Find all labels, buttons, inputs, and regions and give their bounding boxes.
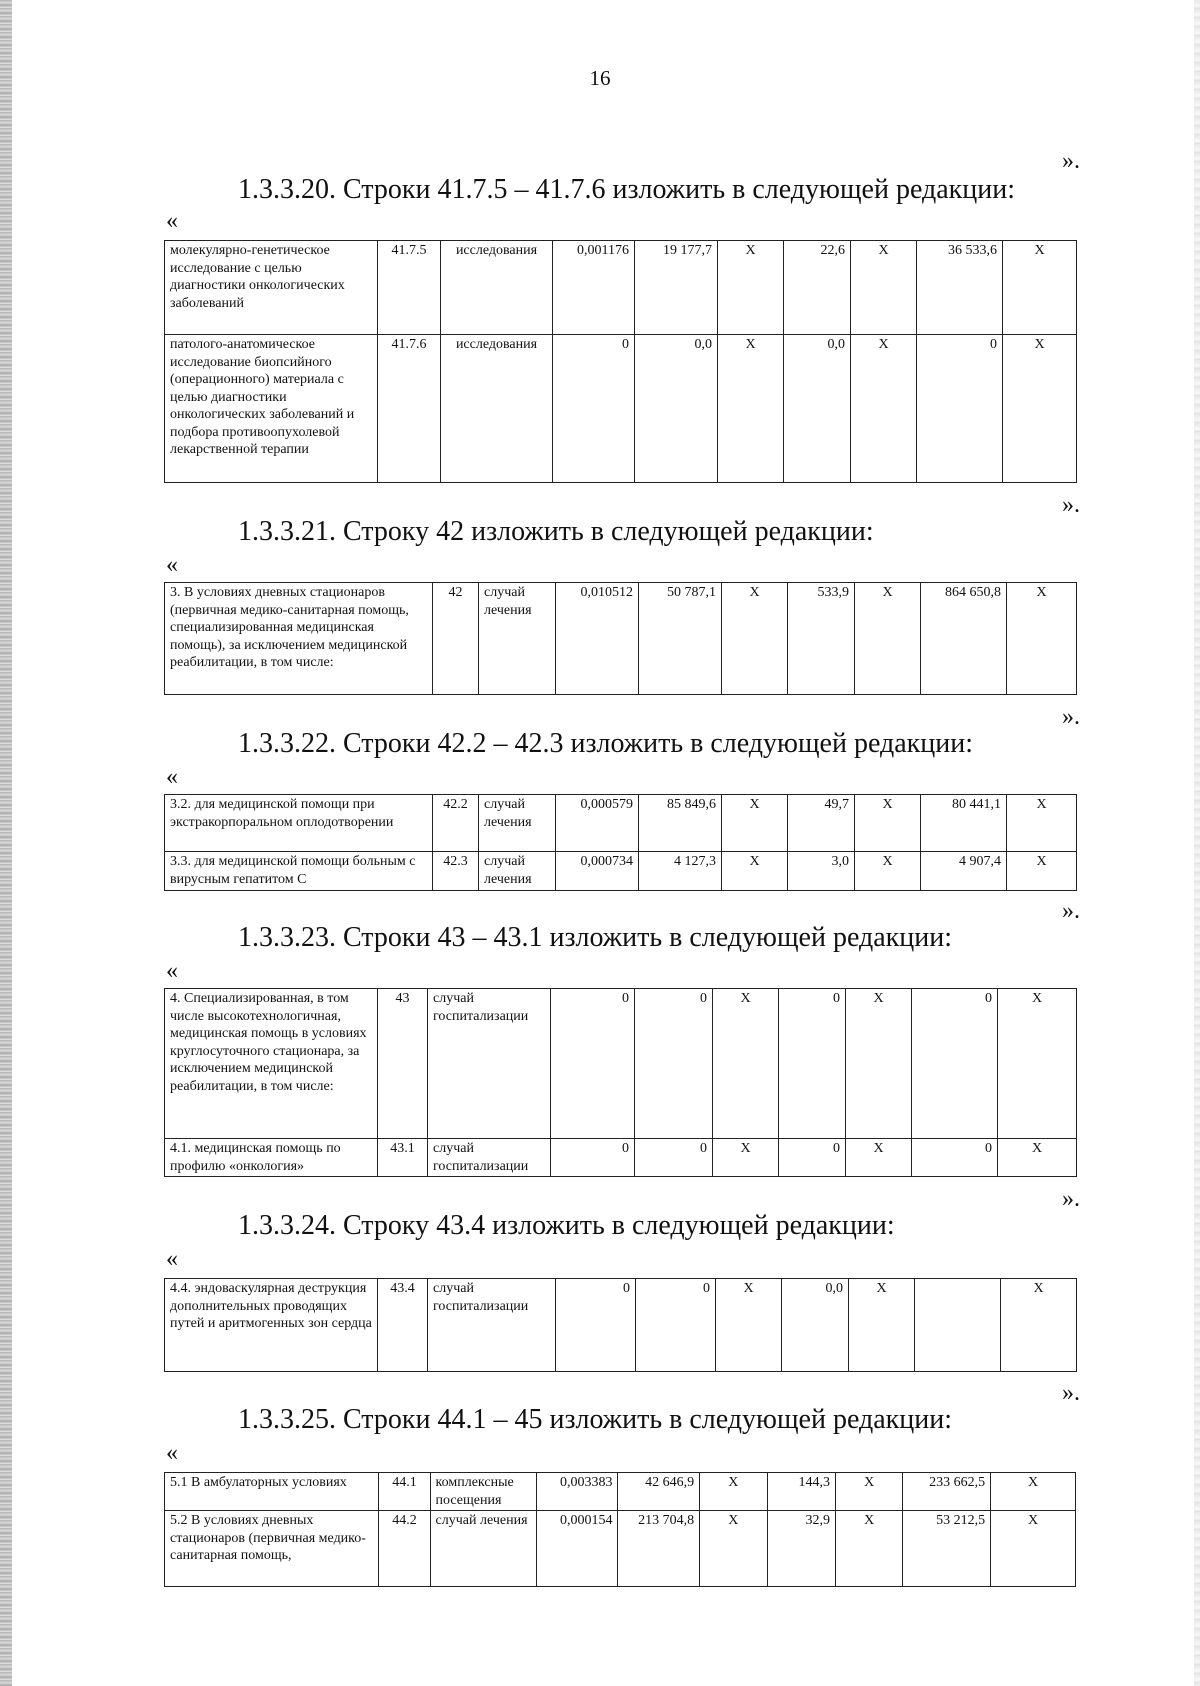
cell-unit: случай лечения [479,583,556,695]
closing-quote: ». [1062,1186,1080,1212]
cell-code: 43.1 [378,1139,428,1177]
cell-c1: 0 [551,1139,635,1177]
cell-code: 43 [378,989,428,1139]
cell-c1: 0 [551,989,635,1139]
cell-c6 [915,1279,1001,1372]
scan-edge-right [1194,0,1200,1686]
cell-name: 3.2. для медицинской помощи при экстракорпоральном оплодотворении [165,795,433,852]
cell-unit: исследования [441,241,553,335]
cell-c7: X [1001,1279,1077,1372]
cell-unit: случай госпитализации [428,1279,556,1372]
section-heading: 1.3.3.20. Строки 41.7.5 – 41.7.6 изложить в следующей редакции: [238,174,1016,205]
closing-quote: ». [1062,492,1080,518]
cell-unit: случай госпитализации [428,989,551,1139]
cell-c3: X [716,1279,782,1372]
cell-name: 5.2 В условиях дневных стационаров (первичная медико-санитарная помощь, [165,1511,379,1587]
cell-unit: случай лечения [430,1511,536,1587]
closing-quote: ». [1062,1380,1080,1406]
cell-c1: 0,000154 [536,1511,618,1587]
cell-code: 42 [433,583,479,695]
section-heading: 1.3.3.25. Строки 44.1 – 45 изложить в следующей редакции: [238,1404,953,1435]
cell-c7: X [1007,852,1077,891]
cell-c7: X [998,989,1077,1139]
cell-c4: 0 [779,989,846,1139]
amendment-table [164,1278,1077,1372]
cell-c7: X [991,1473,1076,1511]
cell-c4: 533,9 [788,583,855,695]
cell-c5: X [851,335,917,483]
cell-unit: комплексные посещения [430,1473,536,1511]
section-heading: 1.3.3.21. Строку 42 изложить в следующей редакции: [238,516,874,547]
cell-c7: X [991,1511,1076,1587]
cell-c2: 0,0 [635,335,718,483]
closing-quote: ». [1062,704,1080,730]
cell-c5: X [849,1279,915,1372]
cell-name: 3. В условиях дневных стационаров (первичная медико-санитарная помощь, специализированная медицинская помощь), за исключением медицинской реабилитации, в том числе: [165,583,433,695]
opening-quote: « [166,764,178,790]
cell-c7: X [1007,795,1077,852]
cell-c4: 22,6 [784,241,851,335]
cell-c3: X [713,1139,779,1177]
cell-c1: 0 [553,335,635,483]
cell-c3: X [718,241,784,335]
cell-name: 4. Специализированная, в том числе высокотехнологичная, медицинская помощь в условиях круглосуточного стационара, за исключением медицинской реабилитации, в том числе: [165,989,378,1139]
cell-c5: X [855,852,921,891]
opening-quote: « [166,1440,178,1466]
cell-c6: 0 [912,989,998,1139]
cell-c3: X [700,1511,767,1587]
cell-c6: 864 650,8 [921,583,1007,695]
cell-c4: 0,0 [784,335,851,483]
table-row [165,852,1077,891]
cell-c4: 32,9 [767,1511,835,1587]
cell-c6: 0 [912,1139,998,1177]
cell-c6: 80 441,1 [921,795,1007,852]
cell-c4: 0 [779,1139,846,1177]
amendment-table [164,1472,1076,1587]
opening-quote: « [166,552,178,578]
cell-c2: 50 787,1 [639,583,722,695]
cell-c2: 85 849,6 [639,795,722,852]
cell-c3: X [722,852,788,891]
cell-c7: X [1003,335,1077,483]
cell-c5: X [855,795,921,852]
cell-c1: 0,003383 [536,1473,618,1511]
cell-c7: X [1003,241,1077,335]
table-row [165,241,1077,335]
cell-c2: 0 [636,1279,716,1372]
cell-name: 3.3. для медицинской помощи больным с вирусным гепатитом С [165,852,433,891]
amendment-table [164,988,1077,1177]
section-heading: 1.3.3.23. Строки 43 – 43.1 изложить в следующей редакции: [238,922,953,953]
cell-unit: случай лечения [479,852,556,891]
cell-name: патолого-анатомическое исследование биопсийного (операционного) материала с целью диагностики онкологических заболеваний и подбора противоопухолевой лекарственной терапии [165,335,378,483]
cell-name: 4.4. эндоваскулярная деструкция дополнительных проводящих путей и аритмогенных зон сердца [165,1279,378,1372]
cell-c6: 4 907,4 [921,852,1007,891]
opening-quote: « [166,958,178,984]
opening-quote: « [166,208,178,234]
cell-c3: X [722,795,788,852]
cell-name: 4.1. медицинская помощь по профилю «онкология» [165,1139,378,1177]
cell-code: 42.3 [433,852,479,891]
cell-c2: 42 646,9 [618,1473,700,1511]
cell-c5: X [846,989,912,1139]
cell-c2: 213 704,8 [618,1511,700,1587]
cell-unit: случай лечения [479,795,556,852]
page-number: 16 [589,66,611,90]
cell-c5: X [846,1139,912,1177]
cell-c5: X [855,583,921,695]
closing-quote: ». [1062,898,1080,924]
cell-c1: 0 [556,1279,636,1372]
cell-code: 41.7.6 [378,335,441,483]
cell-code: 44.1 [379,1473,430,1511]
cell-c6: 233 662,5 [903,1473,991,1511]
amendment-table [164,240,1077,483]
cell-c1: 0,001176 [553,241,635,335]
cell-c2: 19 177,7 [635,241,718,335]
cell-name: молекулярно-генетическое исследование с целью диагностики онкологических заболеваний [165,241,378,335]
cell-code: 44.2 [379,1511,430,1587]
cell-c3: X [700,1473,767,1511]
cell-c3: X [722,583,788,695]
cell-c2: 0 [635,989,713,1139]
table-row [165,1279,1077,1372]
cell-c5: X [835,1473,902,1511]
cell-c4: 3,0 [788,852,855,891]
cell-c3: X [713,989,779,1139]
amendment-table [164,794,1077,891]
cell-code: 41.7.5 [378,241,441,335]
cell-c2: 0 [635,1139,713,1177]
scan-edge-left [0,0,12,1686]
table-row [165,795,1077,852]
cell-unit: случай госпитализации [428,1139,551,1177]
cell-c1: 0,010512 [556,583,639,695]
cell-c6: 53 212,5 [903,1511,991,1587]
cell-c6: 0 [917,335,1003,483]
closing-quote: ». [1062,148,1080,174]
table-row [165,989,1077,1139]
cell-c1: 0,000734 [556,852,639,891]
section-heading: 1.3.3.24. Строку 43.4 изложить в следующей редакции: [238,1210,895,1241]
cell-code: 43.4 [378,1279,428,1372]
section-heading: 1.3.3.22. Строки 42.2 – 42.3 изложить в следующей редакции: [238,728,974,759]
table-row [165,583,1077,695]
table-row [165,335,1077,483]
table-row [165,1473,1076,1511]
cell-c4: 0,0 [782,1279,849,1372]
cell-c7: X [1007,583,1077,695]
table-row [165,1511,1076,1587]
table-row [165,1139,1077,1177]
cell-c5: X [851,241,917,335]
cell-name: 5.1 В амбулаторных условиях [165,1473,379,1511]
cell-c3: X [718,335,784,483]
cell-c5: X [835,1511,902,1587]
cell-c4: 49,7 [788,795,855,852]
opening-quote: « [166,1246,178,1272]
cell-c4: 144,3 [767,1473,835,1511]
cell-c1: 0,000579 [556,795,639,852]
cell-c7: X [998,1139,1077,1177]
cell-code: 42.2 [433,795,479,852]
cell-c6: 36 533,6 [917,241,1003,335]
amendment-table [164,582,1077,695]
cell-c2: 4 127,3 [639,852,722,891]
cell-unit: исследования [441,335,553,483]
